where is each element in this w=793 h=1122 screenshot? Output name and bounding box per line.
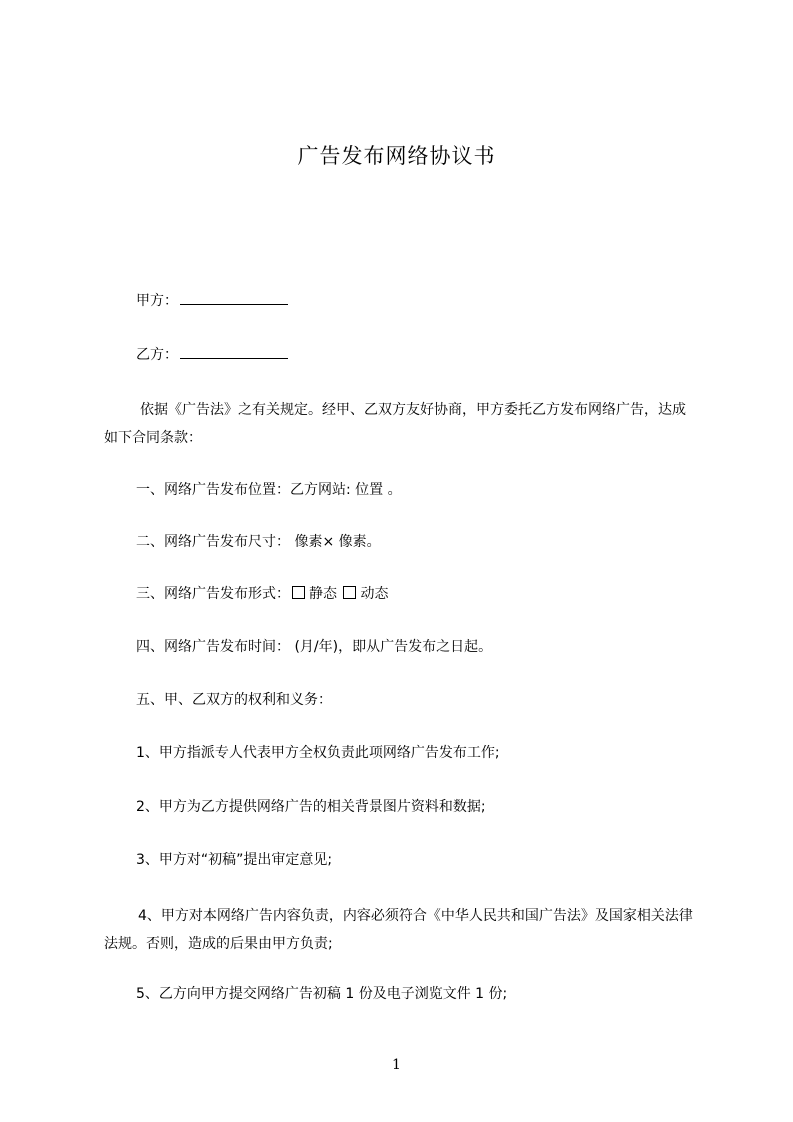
party-b-label: 乙方： (136, 347, 178, 363)
clause-3-label: 三、网络广告发布形式： (136, 586, 290, 602)
party-a-line (136, 290, 288, 311)
clause-5: 五、甲、乙双方的权利和义务： (136, 692, 332, 708)
page-number: 1 (392, 1057, 401, 1073)
item-1: 1、甲方指派专人代表甲方全权负责此项网络广告发布工作; (136, 745, 500, 761)
clause-2: 二、网络广告发布尺寸： 像素× 像素。 (136, 534, 381, 550)
clause-3 (136, 584, 388, 604)
party-a-blank[interactable] (180, 290, 288, 305)
clause-4: 四、网络广告发布时间： (月/年)，即从广告发布之日起。 (136, 639, 493, 655)
party-a-label: 甲方： (136, 293, 178, 309)
item-3: 3、甲方对“初稿”提出审定意见; (136, 852, 333, 868)
party-b-line (136, 344, 288, 365)
dynamic-option-label: 动态 (360, 586, 389, 602)
static-checkbox[interactable] (292, 586, 305, 599)
dynamic-checkbox[interactable] (343, 586, 356, 599)
document-title: 广告发布网络协议书 (297, 144, 496, 168)
item-4: 4、甲方对本网络广告内容负责，内容必须符合《中华人民共和国广告法》及国家相关法律法规。否则，造成的后果由甲方负责; (104, 908, 693, 952)
item-2: 2、甲方为乙方提供网络广告的相关背景图片资料和数据; (136, 799, 486, 815)
static-option-label: 静态 (309, 586, 337, 602)
clause-1: 一、网络广告发布位置：乙方网站: 位置 。 (136, 482, 402, 498)
intro-paragraph: 依据《广告法》之有关规定。经甲、乙双方友好协商，甲方委托乙方发布网络广告，达成如下合同条款： (104, 402, 686, 446)
party-b-blank[interactable] (180, 344, 288, 359)
item-5: 5、乙方向甲方提交网络广告初稿 1 份及电子浏览文件 1 份; (136, 986, 508, 1002)
